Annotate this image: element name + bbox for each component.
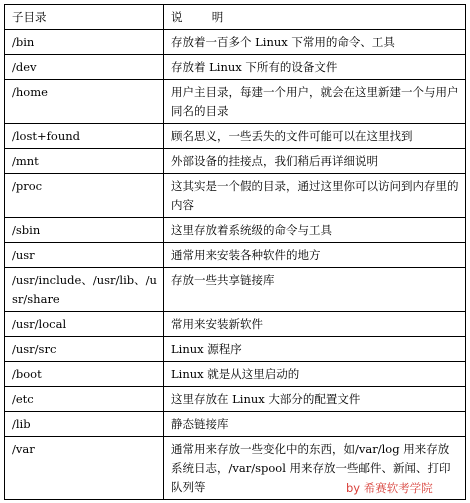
description-cell: 静态链接库 <box>164 412 466 437</box>
description-cell: 外部设备的挂接点，我们稍后再详细说明 <box>164 149 466 174</box>
table-row <box>5 312 466 337</box>
description-cell: 这里存放在 Linux 大部分的配置文件 <box>164 387 466 412</box>
directory-cell: /var <box>5 437 164 500</box>
description-cell: 通常用来存放一些变化中的东西，如/var/log 用来存放系统日志，/var/spool 用来存放一些邮件、新闻、打印队列等 <box>164 437 466 500</box>
description-cell: 存放着一百多个 Linux 下常用的命令、工具 <box>164 30 466 55</box>
description-cell: 常用来安装新软件 <box>164 312 466 337</box>
header-directory: 子目录 <box>5 5 164 30</box>
table-row <box>5 149 466 174</box>
description-cell: 这里存放着系统级的命令与工具 <box>164 218 466 243</box>
directory-cell: /etc <box>5 387 164 412</box>
description-cell: 存放着 Linux 下所有的设备文件 <box>164 55 466 80</box>
description-cell: 这其实是一个假的目录，通过这里你可以访问到内存里的内容 <box>164 174 466 218</box>
description-cell: 顾名思义，一些丢失的文件可能可以在这里找到 <box>164 124 466 149</box>
directory-cell: /usr <box>5 243 164 268</box>
description-cell: 用户主目录，每建一个用户，就会在这里新建一个与用户同名的目录 <box>164 80 466 124</box>
directory-cell: /boot <box>5 362 164 387</box>
description-cell: Linux 就是从这里启动的 <box>164 362 466 387</box>
directory-table <box>4 4 466 500</box>
table-row <box>5 55 466 80</box>
directory-cell: /dev <box>5 55 164 80</box>
table-row <box>5 124 466 149</box>
table-row <box>5 30 466 55</box>
table-row <box>5 80 466 124</box>
table-row <box>5 218 466 243</box>
table-row <box>5 337 466 362</box>
directory-cell: /mnt <box>5 149 164 174</box>
directory-cell: /sbin <box>5 218 164 243</box>
directory-cell: /lib <box>5 412 164 437</box>
table-row <box>5 362 466 387</box>
table-row <box>5 387 466 412</box>
description-cell: Linux 源程序 <box>164 337 466 362</box>
directory-cell: /usr/local <box>5 312 164 337</box>
directory-cell: /usr/include、/usr/lib、/usr/share <box>5 268 164 312</box>
directory-cell: /proc <box>5 174 164 218</box>
directory-cell: /usr/src <box>5 337 164 362</box>
table-row <box>5 412 466 437</box>
table-row <box>5 268 466 312</box>
header-description: 说 明 <box>164 5 466 30</box>
description-cell: 存放一些共享链接库 <box>164 268 466 312</box>
watermark: by 希赛软考学院 <box>346 481 433 495</box>
table-row <box>5 243 466 268</box>
table-row <box>5 174 466 218</box>
directory-cell: /lost+found <box>5 124 164 149</box>
directory-cell: /bin <box>5 30 164 55</box>
description-cell: 通常用来安装各种软件的地方 <box>164 243 466 268</box>
table-header-row <box>5 5 466 30</box>
directory-cell: /home <box>5 80 164 124</box>
